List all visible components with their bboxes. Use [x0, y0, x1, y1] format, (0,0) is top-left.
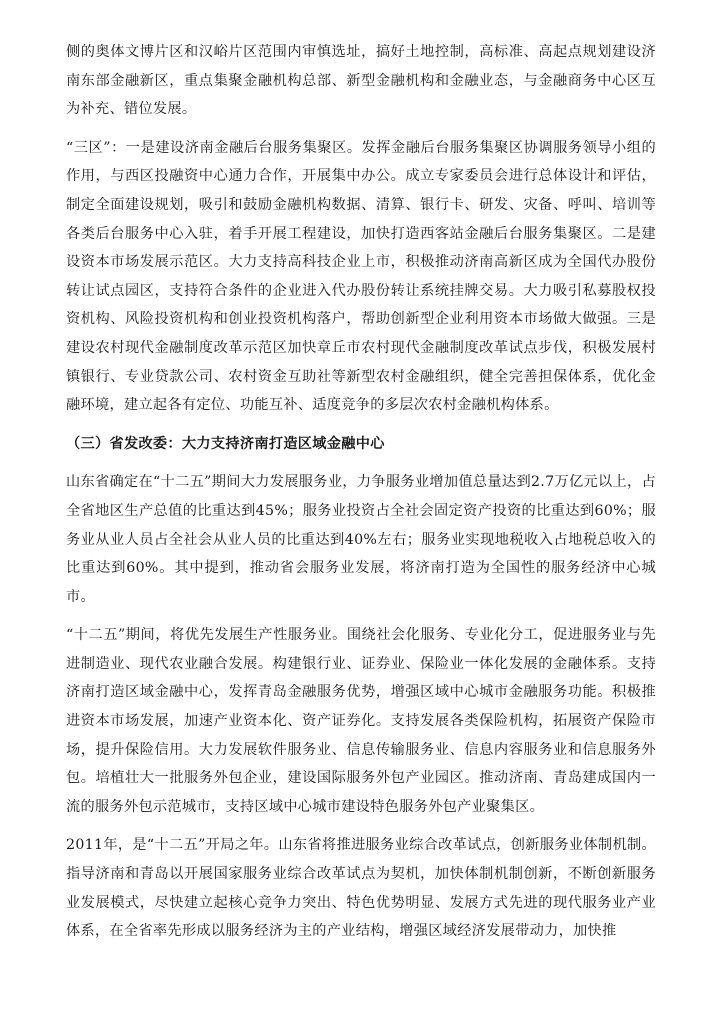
paragraph-1: 侧的奥体文博片区和汉峪片区范围内审慎选址，搞好土地控制，高标准、高起点规划建设济南东部金融新区，重点集聚金融机构总部、新型金融机构和金融业态，与金融商务中心区互为补充、错位发展。 — [66, 44, 656, 118]
paragraph-2: “三区”：一是建设济南金融后台服务集聚区。发挥金融后台服务集聚区协调服务领导小组的作用，与西区投融资中心通力合作，开展集中办公。成立专家委员会进行总体设计和评估，制定全面建设规划，吸引和鼓励金融机构数据、清算、银行卡、研发、灾备、呼叫、培训等各类后台服务中心入驻，着手开展工程建设，加快打造西客站金融后台服务集聚区。二是建设资本市场发展示范区。大力支持高科技企业上市，积极推动济南高新区成为全国代办股份转让试点园区，支持符合条件的企业进入代办股份转让系统挂牌交易。大力吸引私募股权投资机构、风险投资机构和创业投资机构落户，帮助创新型企业利用资本市场做大做强。三是建设农村现代金融制度改革示范区加快章丘市农村现代金融制度改革试点步伐，积极发展村镇银行、专业贷款公司、农村资金互助社等新型农村金融组织，健全完善担保体系，优化金融环境，建立起各有定位、功能互补、适度竞争的多层次农村金融机构体系。 — [66, 139, 656, 414]
paragraph-3: 山东省确定在“十二五”期间大力发展服务业，力争服务业增加值总量达到2.7万亿元以上，占全省地区生产总值的比重达到45%；服务业投资占全社会固定资产投资的比重达到60%；服务业从业人员占全社会从业人员的比重达到40%左右；服务业实现地税收入占地税总收入的比重达到60%。其中提到，推动省会服务业发展，将济南打造为全国性的服务经济中心城市。 — [66, 474, 656, 605]
paragraph-5: 2011年，是“十二五”开局之年。山东省将推进服务业综合改革试点，创新服务业体制机制。指导济南和青岛以开展国家服务业综合改革试点为契机，加快体制机制创新，不断创新服务业发展模式，尽快建立起核心竞争力突出、特色优势明显、发展方式先进的现代服务业产业体系，在全省率先形成以服务经济为主的产业结构，增强区域经济发展带动力，加快推 — [66, 837, 656, 940]
document-page — [66, 38, 656, 956]
section-heading: （三）省发改委：大力支持济南打造区域金融中心 — [66, 435, 385, 452]
paragraph-4: “十二五”期间，将优先发展生产性服务业。围绕社会化服务、专业化分工，促进服务业与先进制造业、现代农业融合发展。构建银行业、证券业、保险业一体化发展的金融体系。支持济南打造区域金融中心，发挥青岛金融服务优势，增强区域中心城市金融服务功能。积极推进资本市场发展，加速产业资本化、资产证券化。支持发展各类保险机构，拓展资产保险市场，提升保险信用。大力发展软件服务业、信息传输服务业、信息内容服务业和信息服务外包。培植壮大一批服务外包企业，建设国际服务外包产业园区。推动济南、青岛建成国内一流的服务外包示范城市，支持区域中心城市建设特色服务外包产业聚集区。 — [66, 627, 656, 815]
